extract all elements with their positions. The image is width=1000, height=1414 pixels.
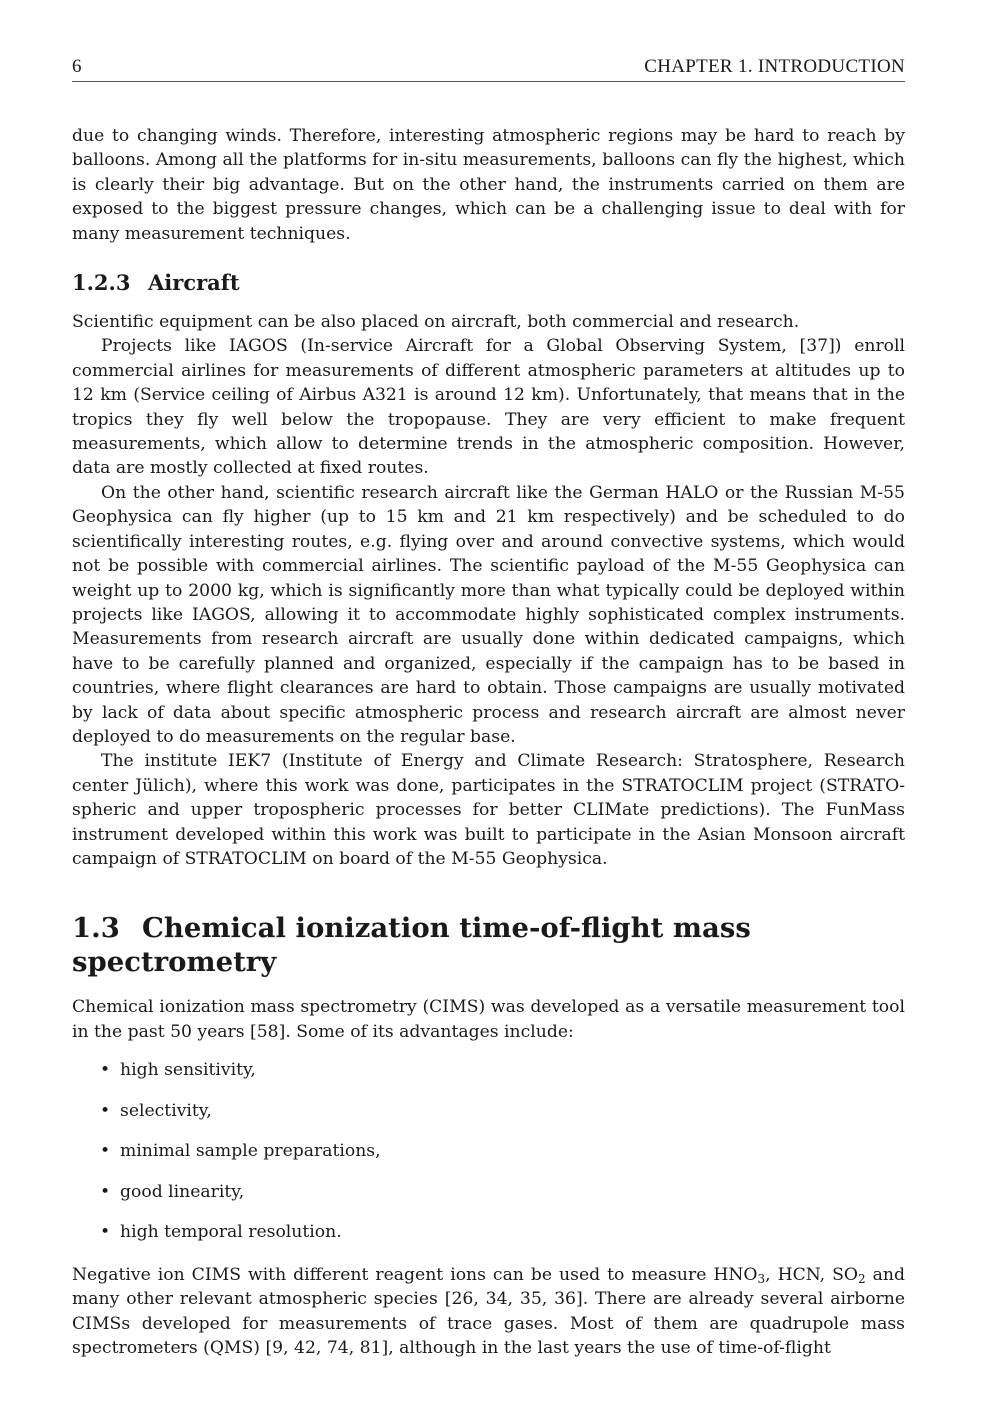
list-item bbox=[100, 1220, 905, 1261]
bullet-icon: • bbox=[100, 1141, 111, 1162]
list-item-text: good linearity, bbox=[120, 1181, 245, 1202]
subsection-heading-aircraft bbox=[72, 270, 905, 296]
page-number: 6 bbox=[72, 56, 82, 77]
header-rule bbox=[72, 81, 905, 82]
text-run: Negative ion CIMS with different reagent ions can be used to measure HNO bbox=[72, 1264, 758, 1285]
list-item-text: high temporal resolution. bbox=[120, 1222, 342, 1243]
page-body bbox=[72, 124, 905, 1360]
section-title: Chemical ionization time-of-flight mass spectrometry bbox=[72, 912, 751, 979]
paragraph-balloons: due to changing winds. Therefore, interesting atmospheric regions may be hard to reach by balloons. Among all the platforms for in-situ measurements, balloons can fly the highest, which is clearly their big advantage. But on the other hand, the instruments carried on them are exposed to the biggest pressure changes, which can be a challenging issue to deal with for many measurement techniques. bbox=[72, 126, 905, 244]
text-run: and many other relevant atmospheric species [26, 34, 35, 36]. There are already several airborne CIMSs developed for measurements of trace gases. Most of them are quadrupole mass spectrometers (QMS) [9, 42, 74, 81], although in the last years the use of time-of-flight bbox=[72, 1264, 905, 1358]
paragraph-iek7: The institute IEK7 (Institute of Energy and Climate Research: Stratosphere, Research center Jülich), where this work was done, participates in the STRATOCLIM project (STRATOspheric and upper tropospheric processes for better CLIMate predictions). The FunMass instrument developed within this work was built to participate in the Asian Monsoon aircraft campaign of STRATOCLIM on board of the M-55 Geophysica. bbox=[72, 751, 905, 869]
text-run: , HCN, SO bbox=[765, 1264, 859, 1285]
bullet-icon: • bbox=[100, 1181, 111, 1202]
list-item bbox=[100, 1058, 905, 1099]
section-heading-cims bbox=[72, 911, 905, 979]
paragraph-research-aircraft: On the other hand, scientific research aircraft like the German HALO or the Russian M-55 Geophysica can fly higher (up to 15 km and 21 km respectively) and be scheduled to do scientifically interesting routes, e.g. flying over and around convective systems, which would not be possible with commercial airlines. The scientific payload of the M-55 Geophysica can weight up to 2000 kg, which is significantly more than what typically could be deployed within projects like IAGOS, allowing it to accommodate highly sophisticated complex instruments. Measurements from research aircraft are usually done within dedicated campaigns, which have to be carefully planned and organized, especially if the campaign has to be based in countries, where flight clearances are hard to obtain. Those campaigns are usually motivated by lack of data about specific atmospheric process and research aircraft are almost never deployed to do measurements on the regular base. bbox=[72, 482, 905, 747]
paragraph-aircraft-intro: Scientific equipment can be also placed on aircraft, both commercial and research. bbox=[72, 312, 800, 333]
subscript: 3 bbox=[757, 1271, 766, 1286]
list-item bbox=[100, 1139, 905, 1180]
section-number: 1.3 bbox=[72, 912, 120, 945]
paragraph-negative-ion-cims bbox=[72, 1263, 905, 1361]
bullet-icon: • bbox=[100, 1222, 111, 1243]
chapter-title: CHAPTER 1. INTRODUCTION bbox=[644, 56, 905, 77]
subscript: 2 bbox=[858, 1271, 866, 1286]
list-item bbox=[100, 1099, 905, 1140]
bullet-icon: • bbox=[100, 1100, 111, 1121]
list-item bbox=[100, 1180, 905, 1221]
paragraph-cims-intro: Chemical ionization mass spectrometry (CIMS) was developed as a versatile measurement tool in the past 50 years [58]. Some of its advantages include: bbox=[72, 997, 905, 1042]
bullet-icon: • bbox=[100, 1060, 111, 1081]
list-item-text: minimal sample preparations, bbox=[120, 1141, 381, 1162]
subsection-number: 1.2.3 bbox=[72, 270, 131, 296]
list-item-text: high sensitivity, bbox=[120, 1060, 256, 1081]
subsection-title: Aircraft bbox=[148, 270, 240, 296]
advantages-list bbox=[72, 1058, 905, 1261]
list-item-text: selectivity, bbox=[120, 1100, 212, 1121]
running-header bbox=[72, 56, 905, 80]
paragraph-iagos: Projects like IAGOS (In-service Aircraft for a Global Observing System, [37]) enroll commercial airlines for measurements of different atmospheric parameters at altitudes up to 12 km (Service ceiling of Airbus A321 is around 12 km). Unfortunately, that means that in the tropics they fly well below the tropopause. They are very efficient to make frequent measurements, which allow to determine trends in the atmospheric composition. However, data are mostly collected at fixed routes. bbox=[72, 336, 905, 479]
